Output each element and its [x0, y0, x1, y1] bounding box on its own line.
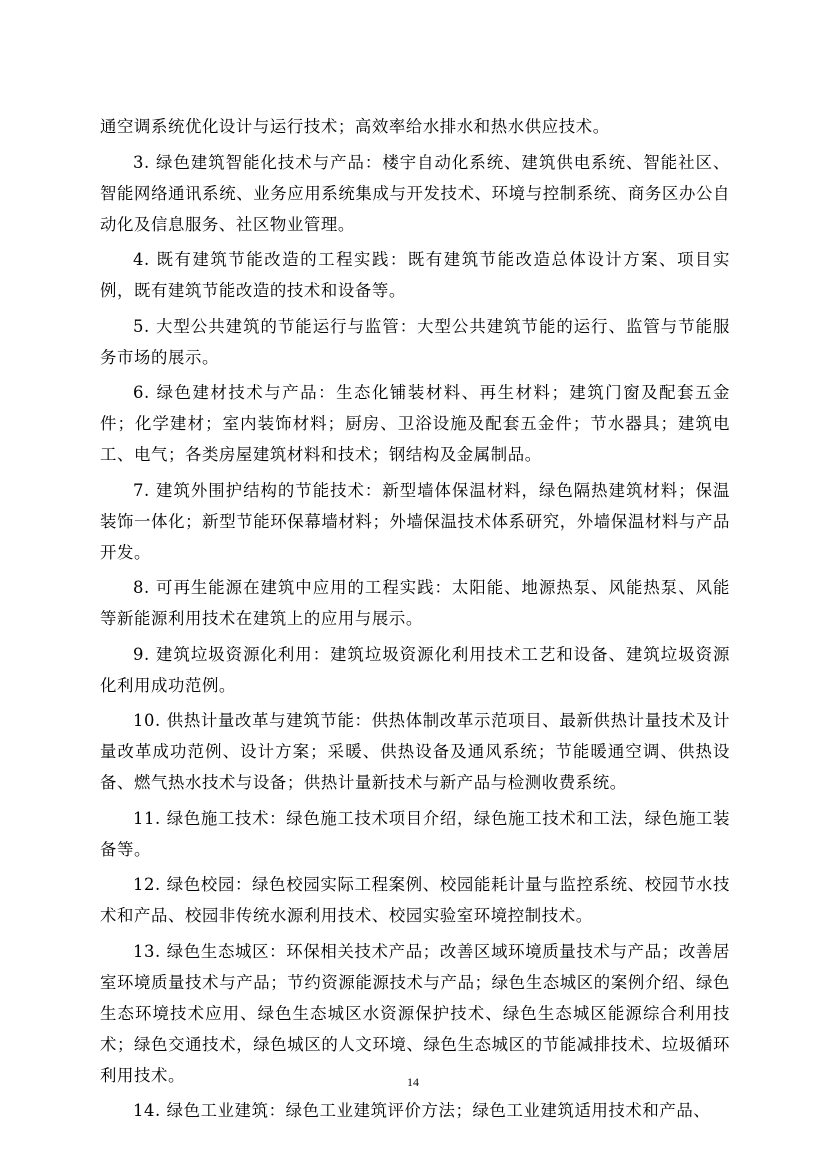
paragraph-continuation: 通空调系统优化设计与运行技术；高效率给水排水和热水供应技术。: [100, 117, 610, 136]
page-number: 14: [407, 1075, 419, 1089]
paragraph-item-10: 10. 供热计量改革与建筑节能：供热体制改革示范项目、最新供热计量技术及计量改革成功范例、设计方案；采暖、供热设备及通风系统；节能暖通空调、供热设备、燃气热水技术与设备；供热计量新技术与新产品与检测收费系统。: [100, 711, 730, 792]
paragraph-item-12: 12. 绿色校园：绿色校园实际工程案例、校园能耗计量与监控系统、校园节水技术和产品、校园非传统水源利用技术、校园实验室环境控制技术。: [100, 875, 730, 925]
paragraph-item-5: 5. 大型公共建筑的节能运行与监管：大型公共建筑节能的运行、监管与节能服务市场的展示。: [100, 316, 730, 367]
paragraph-item-4: 4. 既有建筑节能改造的工程实践：既有建筑节能改造总体设计方案、项目实例，既有建筑节能改造的技术和设备等。: [100, 250, 730, 300]
paragraph-item-14: 14. 绿色工业建筑：绿色工业建筑评价方法；绿色工业建筑适用技术和产品、: [133, 1101, 711, 1120]
paragraph-item-8: 8. 可再生能源在建筑中应用的工程实践：太阳能、地源热泵、风能热泵、风能等新能源利用技术在建筑上的应用与展示。: [100, 578, 730, 628]
document-body: [100, 111, 730, 1131]
paragraph-item-3: 3. 绿色建筑智能化技术与产品：楼宇自动化系统、建筑供电系统、智能社区、智能网络通讯系统、业务应用系统集成与开发技术、环境与控制系统、商务区办公自动化及信息服务、社区物业管理。: [100, 152, 730, 234]
paragraph-item-9: 9. 建筑垃圾资源化利用：建筑垃圾资源化利用技术工艺和设备、建筑垃圾资源化利用成功范例。: [100, 644, 730, 695]
paragraph-item-11: 11. 绿色施工技术：绿色施工技术项目介绍，绿色施工技术和工法，绿色施工装备等。: [100, 808, 730, 859]
paragraph-item-7: 7. 建筑外围护结构的节能技术：新型墙体保温材料，绿色隔热建筑材料；保温装饰一体化；新型节能环保幕墙材料；外墙保温技术体系研究，外墙保温材料与产品开发。: [100, 480, 730, 562]
paragraph-item-6: 6. 绿色建材技术与产品：生态化铺装材料、再生材料；建筑门窗及配套五金件；化学建材；室内装饰材料；厨房、卫浴设施及配套五金件；节水器具；建筑电工、电气；各类房屋建筑材料和技术；钢结构及金属制品。: [100, 383, 730, 464]
paragraph-item-13: 13. 绿色生态城区：环保相关技术产品；改善区域环境质量技术与产品；改善居室环境质量技术与产品；节约资源能源技术与产品；绿色生态城区的案例介绍、绿色生态环境技术应用、绿色生态城区水资源保护技术、绿色生态城区能源综合利用技术；绿色交通技术，绿色城区的人文环境、绿色生态城区的节能减排技术、垃圾循环利用技术。: [100, 941, 730, 1085]
